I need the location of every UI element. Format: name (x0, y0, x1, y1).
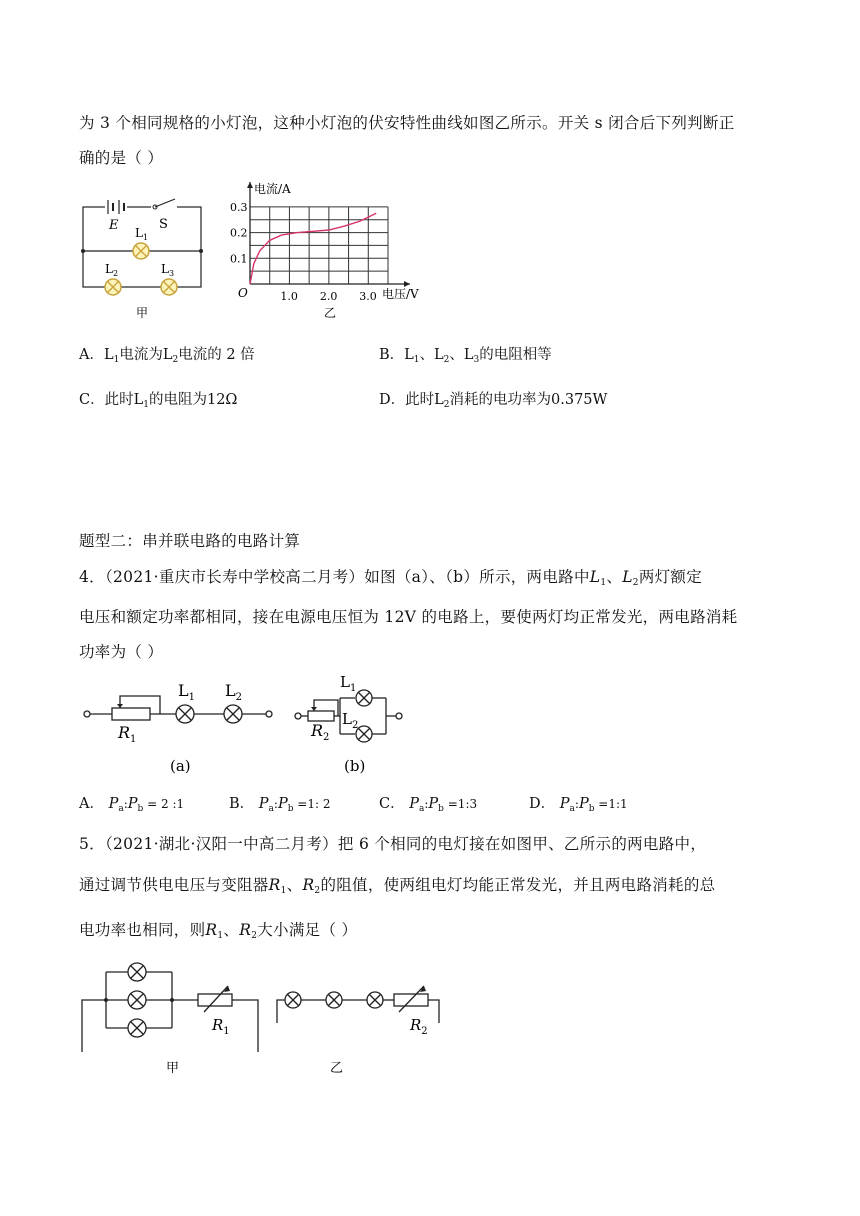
b-l1-label: $L_1$ (340, 673, 357, 694)
q3-stem-line2: 确的是（ ） (79, 149, 164, 167)
caption-a: (a) (170, 757, 191, 775)
q4-option-c[interactable]: C． $P_a:P_b$ =1:3 (379, 796, 478, 814)
q5-caption-jia: 甲 (166, 1061, 180, 1076)
x-tick-label: 2.0 (319, 290, 338, 303)
q4-stem-line1: 4．（2021·重庆市长寿中学校高二月考）如图（a）、（b）所示，两电路中$L_1$、$L_2$两灯额定 (79, 568, 703, 588)
q4-option-a[interactable]: A． $P_a:P_b = 2$ :1 (79, 796, 185, 814)
q3-option-d[interactable]: D．此时$L_2$消耗的电功率为0.375W (379, 392, 608, 410)
lamp3-label: $L_3$ (161, 262, 175, 278)
q4-circuit-a (82, 676, 282, 776)
q3-option-a[interactable]: A．$L_1$电流为$L_2$电流的 2 倍 (79, 347, 255, 365)
a-l1-label: $L_1$ (178, 681, 195, 703)
x-axis-label: 电压/V (382, 287, 419, 301)
caption-b: (b) (344, 757, 366, 775)
section-heading: 题型二：串并联电路的电路计算 (79, 532, 301, 550)
q5-r2-label: $R_2$ (410, 1016, 428, 1037)
q5-caption-yi: 乙 (330, 1061, 344, 1076)
lamp1-label: $L_1$ (135, 226, 149, 242)
q3-option-b[interactable]: B．$L_1$、$L_2$、$L_3$的电阻相等 (379, 347, 552, 365)
q5-stem-line1: 5．（2021·湖北·汉阳一中高二月考）把 6 个相同的电灯接在如图甲、乙所示的两电路中， (79, 835, 707, 853)
q5-stem-line3: 电功率也相同，则$R_1$、$R_2$大小满足（ ） (79, 921, 358, 941)
q4-stem-line2: 电压和额定功率都相同，接在电源电压恒为 12V 的电路上，要使两灯均正常发光，两电路消耗 (79, 608, 738, 626)
x-tick-label: 1.0 (280, 290, 298, 303)
q3-stem-line1: 为 3 个相同规格的小灯泡，这种小灯泡的伏安特性曲线如图乙所示。开关 s 闭合后下列判断正 (79, 114, 735, 132)
switch-label: S (159, 217, 168, 232)
y-axis-label: 电流/A (254, 182, 291, 196)
y-tick-label: 0.2 (230, 226, 248, 240)
b-r2-label: $R_2$ (311, 721, 330, 743)
iv-curve-chart (228, 180, 428, 320)
q4-circuit-b (292, 670, 422, 775)
q4-stem-line3: 功率为（ ） (79, 643, 164, 661)
y-axis-arrow (247, 182, 253, 188)
lamp2-label: $L_2$ (105, 262, 119, 278)
origin-label: O (238, 286, 248, 300)
q5-r1-label: $R_1$ (212, 1016, 230, 1037)
y-tick-label: 0.3 (230, 200, 248, 214)
fig-yi-caption: 乙 (324, 306, 337, 320)
battery-label: E (109, 218, 119, 233)
iv-curve (250, 213, 376, 284)
a-r1-label: $R_1$ (118, 723, 137, 745)
fig-jia-caption: 甲 (136, 306, 149, 320)
y-tick-label: 0.1 (230, 252, 248, 266)
a-l2-label: $L_2$ (225, 681, 242, 703)
b-l2-label: $L_2$ (342, 710, 359, 731)
q3-circuit-jia (75, 190, 205, 330)
q5-circuit-jia (78, 960, 268, 1080)
q4-option-d[interactable]: D． $P_a:P_b$ =1:1 (529, 796, 628, 814)
q5-stem-line2: 通过调节供电电压与变阻器$R_1$、$R_2$的阻值，使两组电灯均能正常发光，并且两电路消耗的总 (79, 876, 716, 896)
x-tick-label: 3.0 (359, 290, 377, 303)
q5-circuit-yi (273, 960, 443, 1080)
q3-option-c[interactable]: C．此时$L_1$的电阻为12Ω (79, 392, 238, 410)
q4-option-b[interactable]: B． $P_a:P_b =1$: 2 (229, 796, 331, 814)
